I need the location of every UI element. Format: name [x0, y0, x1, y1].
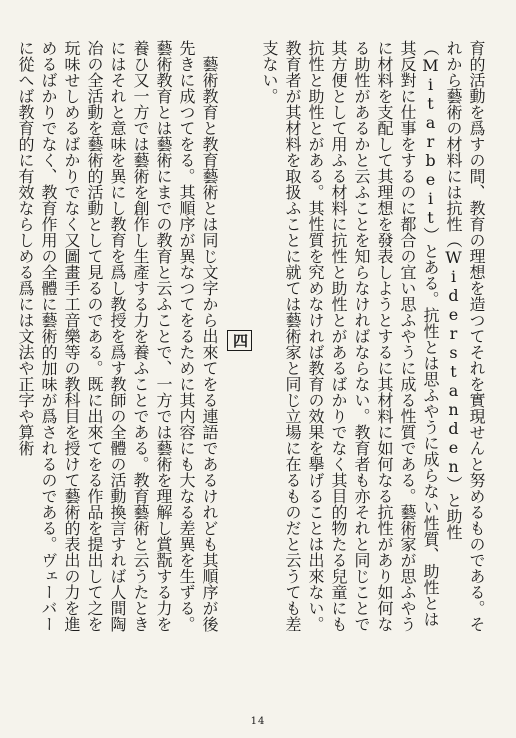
paragraph-continued: 育的活動を爲すの間、教育の理想を造つてそれを實現せんと努めるものである。それから藝術の材料には抗性（Widerstanden）と助性（Mitarbeit）とある。抗性とは思ふやうに成らない性質、助性とは其反對に仕事をするのに都合の宜い思ふやうに成る性質である。藝術家が思ふやうに材料を支配して其理想を發表しようとするに其材料に如何なる抗性があり如何なる助性があるかと云ふことを知らなければならない。教育者も亦それと同じことで其方便として用ふる材料に抗性と助性とがあるばかりでなく其目的物たる兒童にも抗性と助性とがある。其性質を究めなければ教育の效果を擧げることは出來ない。教育者が其材料を取扱ふことに就ては藝術家と同じ立場に在るものだと云うても差支ない。	[260, 40, 486, 632]
paragraph-section-four	[14, 40, 221, 640]
page-body-text	[16, 40, 488, 640]
section-heading	[227, 40, 252, 640]
paragraph-text: 藝術教育と教育藝術とは同じ文字から出來てをる連語であるけれども其順序が後先きに成つてをる。其順序が異なつてをるために其内容にも大なる差異を生ずる。藝術教育とは藝術にまでの教育と云ふことで、一方では藝術を理解し賞翫する力を養ひ又一方では藝術を創作し生產する力を養ふことである。教育藝術と云うたときにはそれと意味を異にし教育を爲し教授を爲す教師の全體の活動換言すれば人間陶冶の全活動を藝術的活動として見るのである。既に出來てをる作品を提出して之を玩味せしめるばかりでなく又圖畫手工音樂等の教科目を授けて藝術的表出の力を進めるばかりでなく、教育作用の全體に藝術的加味が爲されるのである。ヴェーバーに從へば教育的に有效ならしめる爲には文法や正字や算術	[16, 40, 219, 632]
section-number: 四	[227, 330, 252, 351]
page-number: 14	[250, 716, 266, 727]
